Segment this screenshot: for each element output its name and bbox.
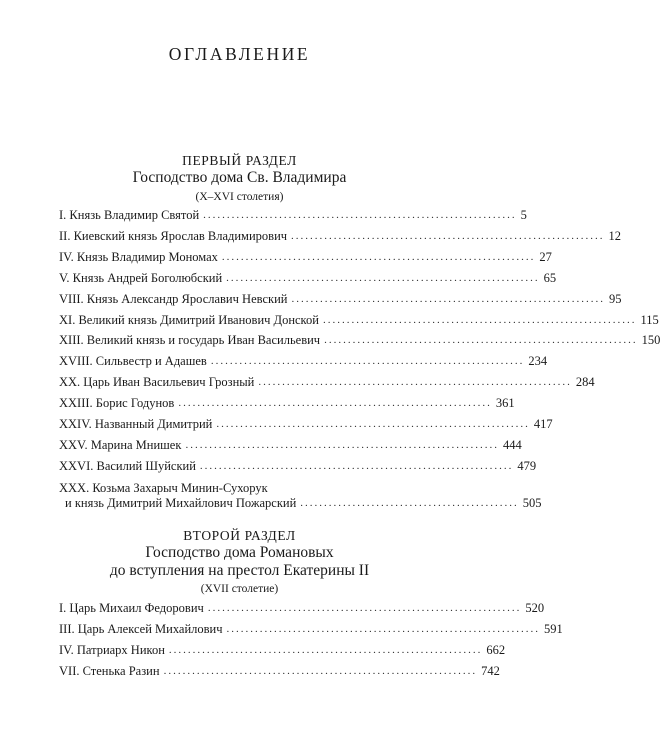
toc-entry-multi[interactable] — [59, 481, 542, 511]
dot-leader: .................................................................. — [199, 459, 514, 472]
toc-entry[interactable] — [59, 458, 537, 473]
toc-entry-page: 150 — [641, 333, 660, 348]
toc-entry[interactable] — [59, 228, 622, 243]
toc-entry-label: XI. Великий князь Димитрий Иванович Донской — [59, 312, 319, 327]
dot-leader: .................................................................. — [185, 438, 499, 451]
toc-entry[interactable] — [59, 601, 545, 615]
toc-entry-label: IV. Патриарх Никон — [59, 642, 165, 657]
toc-entry[interactable] — [59, 270, 557, 285]
toc-entry-label: I. Царь Михаил Федорович — [59, 601, 204, 615]
section-2-century: (XVII столетие) — [200, 583, 279, 595]
section-1-label: ПЕРВЫЙ РАЗДЕЛ — [182, 153, 297, 168]
toc-entry-label-line2: и князь Димитрий Михайлович Пожарский — [65, 496, 297, 510]
toc-entry-label: III. Царь Алексей Михайлович — [59, 621, 223, 636]
dot-leader: .................................................................. — [178, 397, 492, 410]
dot-leader: .............................................. — [300, 497, 519, 509]
toc-entry-page: 417 — [533, 417, 553, 431]
section-2-label: ВТОРОЙ РАЗДЕЛ — [183, 528, 296, 543]
toc-entry-label: VII. Стенька Разин — [59, 663, 160, 678]
toc-entry-page: 234 — [528, 354, 548, 369]
toc-entry-label: IV. Князь Владимир Мономах — [59, 249, 218, 264]
toc-entry-page: 65 — [543, 270, 557, 285]
toc-entry[interactable] — [59, 621, 563, 636]
toc-entry-label: XVIII. Сильвестр и Адашев — [59, 354, 207, 369]
dot-leader: .................................................................. — [291, 292, 605, 305]
toc-entry-page: 505 — [522, 496, 542, 510]
toc-entry-page: 361 — [495, 396, 515, 411]
toc-entry-page: 95 — [608, 291, 622, 306]
toc-entry-label: XXVI. Василий Шуйский — [59, 458, 196, 473]
toc-entry[interactable] — [59, 208, 527, 222]
section-2-subtitle-line2: до вступления на престол Екатерины II — [109, 562, 370, 579]
toc-entry-label: XXV. Марина Мнишек — [59, 437, 182, 452]
section-1-century: (X–XVI столетия) — [195, 191, 284, 203]
section-1-subtitle: Господство дома Св. Владимира — [132, 169, 347, 186]
section-2-subtitle-line1: Господство дома Романовых — [145, 544, 334, 561]
toc-entry-page: 5 — [520, 208, 527, 222]
dot-leader: .................................................................. — [221, 250, 536, 263]
toc-entry[interactable] — [59, 642, 506, 657]
dot-leader: .................................................................. — [258, 376, 572, 389]
toc-entry[interactable] — [59, 354, 548, 369]
toc-entry[interactable] — [59, 375, 595, 390]
toc-entry[interactable] — [59, 312, 659, 327]
toc-entry[interactable] — [59, 249, 552, 264]
dot-leader: .................................................................. — [226, 271, 540, 284]
dot-leader: .................................................................. — [291, 229, 605, 242]
toc-entry-page: 115 — [640, 312, 659, 327]
toc-entry[interactable] — [59, 291, 622, 306]
toc-entry[interactable] — [59, 437, 522, 452]
toc-entry-page: 520 — [525, 601, 545, 615]
toc-entry-page: 662 — [486, 642, 506, 657]
dot-leader: .................................................................. — [203, 209, 517, 221]
toc-entry-page: 742 — [481, 663, 500, 678]
dot-leader: .................................................................. — [324, 334, 638, 347]
toc-entry-label-line1: XXX. Козьма Захарыч Минин-Сухорук — [59, 481, 268, 495]
dot-leader: .................................................................. — [163, 664, 478, 677]
toc-entry[interactable] — [59, 663, 500, 678]
dot-leader: .................................................................. — [207, 602, 522, 614]
toc-entry-label: VIII. Князь Александр Ярославич Невский — [59, 291, 288, 306]
page-title: ОГЛАВЛЕНИЕ — [168, 44, 311, 64]
toc-entry-page: 479 — [517, 458, 537, 473]
toc-entry-page: 27 — [539, 249, 552, 264]
dot-leader: .................................................................. — [216, 418, 530, 430]
dot-leader: .................................................................. — [210, 355, 525, 368]
toc-entry-label: I. Князь Владимир Святой — [59, 208, 200, 222]
toc-entry-page: 284 — [575, 375, 595, 390]
toc-entry-page: 591 — [544, 621, 563, 636]
toc-entry-label: II. Киевский князь Ярослав Владимирович — [59, 228, 288, 243]
dot-leader: .................................................................. — [168, 643, 483, 656]
toc-entry-page: 444 — [502, 437, 522, 452]
toc-entry[interactable] — [59, 333, 660, 348]
toc-entry-label: XX. Царь Иван Васильевич Грозный — [59, 375, 255, 390]
toc-entry[interactable] — [59, 396, 515, 411]
toc-entry-label: XIII. Великий князь и государь Иван Васильевич — [59, 333, 321, 348]
toc-entry-label: XXIV. Названный Димитрий — [59, 417, 213, 431]
toc-entry-label: XXIII. Борис Годунов — [59, 396, 175, 411]
dot-leader: .................................................................. — [226, 622, 541, 635]
toc-entry-label: V. Князь Андрей Боголюбский — [59, 270, 223, 285]
toc-entry[interactable] — [59, 417, 553, 431]
toc-entry-page: 12 — [608, 228, 622, 243]
dot-leader: .................................................................. — [322, 313, 637, 326]
